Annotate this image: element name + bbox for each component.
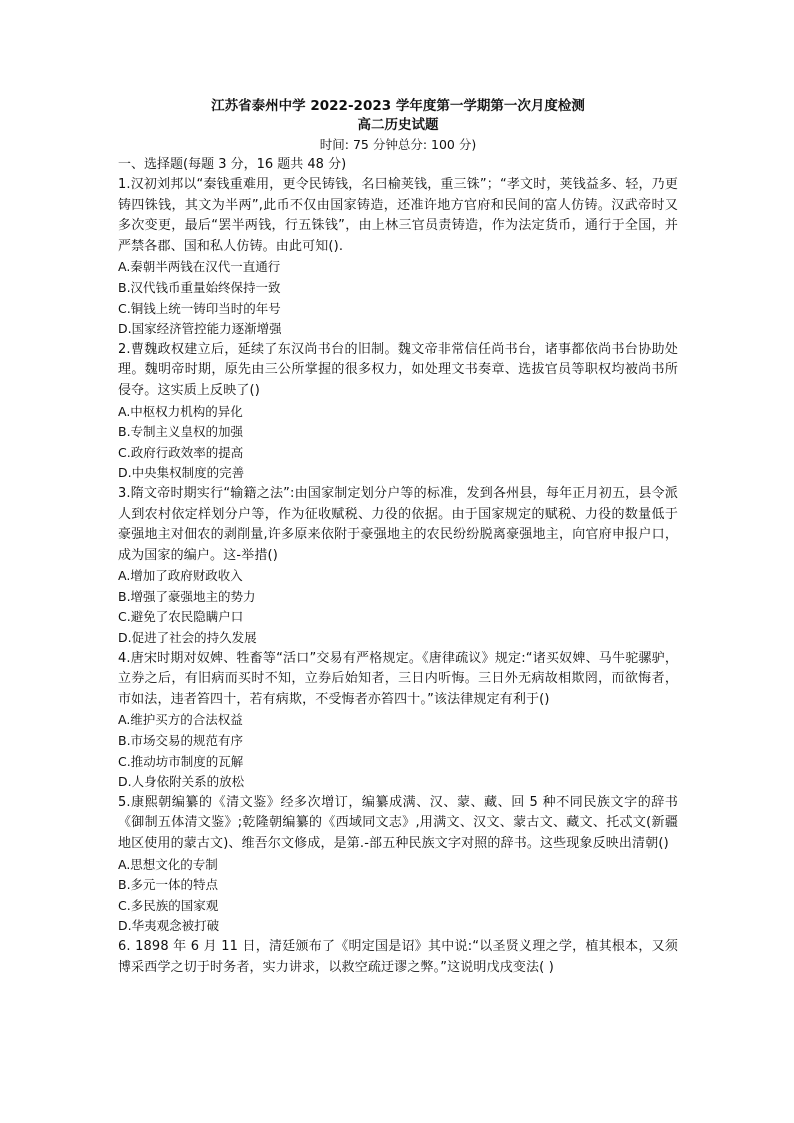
option-c: C.推动坊市制度的瓦解 <box>118 753 244 769</box>
option-a: A.秦朝半两钱在汉代一直通行 <box>118 259 281 275</box>
option-c: C.避免了农民隐瞒户口 <box>118 609 244 625</box>
option-a: A.思想文化的专制 <box>118 856 218 872</box>
question-stem: 1.汉初刘邦以“秦钱重难用，更令民铸钱，名曰榆荚钱，重三铢”；“孝文时，荚钱益多、轻，乃更铸四铢钱，其文为半两”,此币不仅由国家铸造，还准许地方官府和民间的富人仿铸。汉武帝时又多次变更，最后“罢半两钱，行五铢钱”，由上林三官员责铸造，作为法定货币，通行于全国，并严禁各郡、国和私人仿铸。由此可知(). <box>118 177 678 254</box>
option-d: D.国家经济管控能力逐渐增强 <box>118 321 282 337</box>
question-stem: 2.曹魏政权建立后，延续了东汉尚书台的旧制。魏文帝非常信任尚书台，诸事都依尚书台协助处理。魏明帝时期，原先由三公所掌握的很多权力，如处理文书奏章、选拔官员等职权均被尚书所侵夺。这实质上反映了() <box>118 341 678 398</box>
option-b: B.多元一体的特点 <box>118 877 219 893</box>
section-heading: 一、选择题(每题 3 分，16 题共 48 分) <box>118 157 347 172</box>
option-d: D.人身依附关系的放松 <box>118 774 245 790</box>
question-3 <box>118 484 678 649</box>
question-stem: 4.唐宋时期对奴婢、牲畜等“活口”交易有严格规定。《唐律疏议》规定:“诸买奴婢、马牛驼骡驴，立券之后，有旧病而买时不知，立券后始知者，三日内听悔。三日外无病故相欺罔，而欲悔者，市如法，违者笞四十，若有病欺，不受悔者亦笞四十。”该法律规定有利于() <box>118 650 678 707</box>
question-stem: 5.康熙朝编纂的《清文鉴》经多次增订，编纂成满、汉、蒙、藏、回 5 种不同民族文字的辞书《御制五体清文鉴》;乾隆朝编纂的《西域同文志》,用满文、汉文、蒙古文、藏文、托忒文(新疆地区使用的蒙古文)、维吾尔文修成，是第.-部五种民族文字对照的辞书。这些现象反映出清朝() <box>118 794 678 851</box>
question-stem: 3.隋文帝时期实行“输籍之法”:由国家制定划分户等的标准，发到各州县，每年正月初五，县令派人到农村依定样划分户等，作为征收赋税、力役的依据。由于国家规定的赋税、力役的数量低于豪强地主对佃农的剥削量,许多原来依附于豪强地主的农民纷纷脱离豪强地主，向官府申报户口，成为国家的编户。这-举措() <box>118 485 678 563</box>
exam-subtitle: 高二历史试题 <box>357 117 439 133</box>
question-stem: 6. 1898 年 6 月 11 日，清廷颁布了《明定国是诏》其中说:“以圣贤义理之学，植其根本，又须博采西学之切于时务者，实力讲求，以救空疏迂谬之弊。”这说明戊戌变法( ) <box>118 938 678 975</box>
question-2 <box>118 340 678 484</box>
option-c: C.铜钱上统一铸印当时的年号 <box>118 300 281 316</box>
option-d: D.促进了社会的持久发展 <box>118 630 257 646</box>
option-b: B.汉代钱币重量始终保持一致 <box>118 279 281 295</box>
option-a: A.中枢权力机构的异化 <box>118 403 243 419</box>
exam-page <box>118 97 678 978</box>
question-1 <box>118 175 678 340</box>
option-d: D.华夷观念被打破 <box>118 918 220 934</box>
question-4 <box>118 649 678 793</box>
question-6 <box>118 937 678 978</box>
option-d: D.中央集权制度的完善 <box>118 465 245 481</box>
question-5 <box>118 793 678 937</box>
exam-title: 江苏省泰州中学 2022-2023 学年度第一学期第一次月度检测 <box>211 98 585 114</box>
option-a: A.维护买方的合法权益 <box>118 712 243 728</box>
option-b: B.专制主义皇权的加强 <box>118 424 244 440</box>
option-b: B.增强了豪强地主的势力 <box>118 588 256 604</box>
option-c: C.政府行政效率的提高 <box>118 444 244 460</box>
option-b: B.市场交易的规范有序 <box>118 733 244 749</box>
option-a: A.增加了政府财政收入 <box>118 568 243 584</box>
option-c: C.多民族的国家观 <box>118 897 219 913</box>
exam-time-score: 时间: 75 分钟总分: 100 分) <box>319 137 477 152</box>
